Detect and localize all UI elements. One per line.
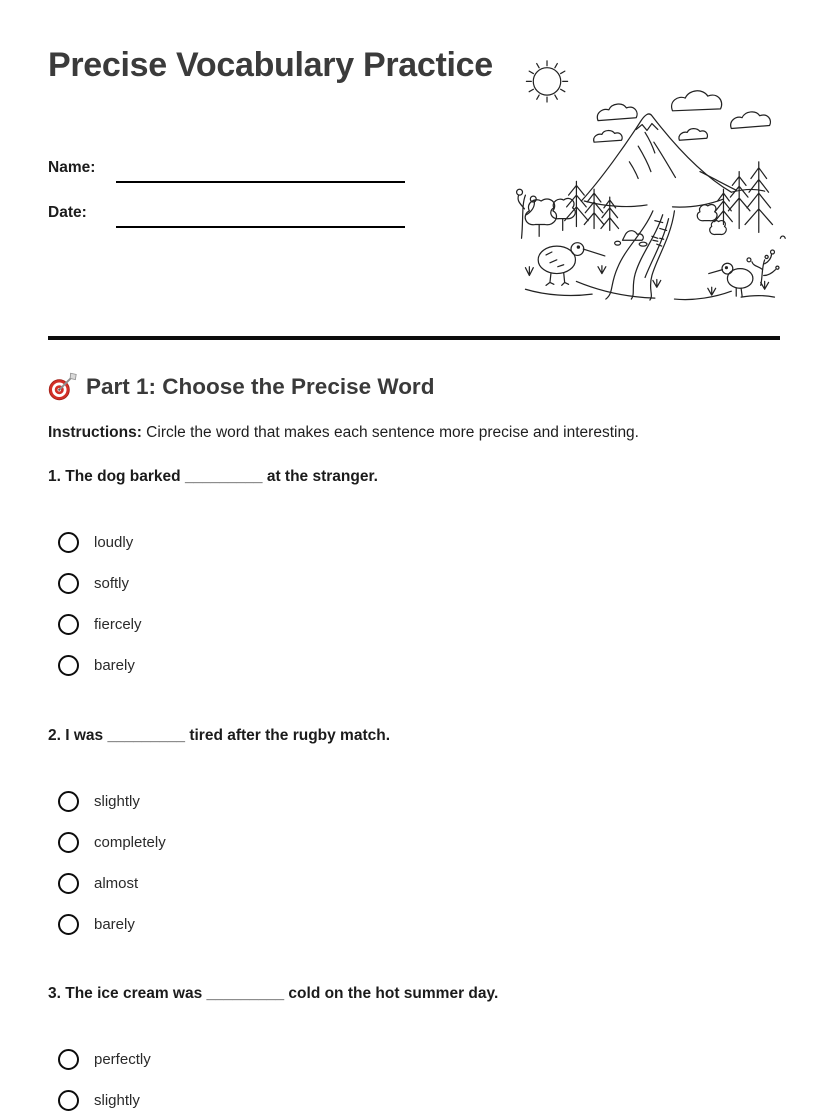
question-2-text: 2. I was _________ tired after the rugby match. xyxy=(48,727,391,744)
radio-button[interactable] xyxy=(58,614,79,635)
kiwi-bird-left xyxy=(538,243,605,286)
radio-button[interactable] xyxy=(58,791,79,812)
option-row xyxy=(58,531,142,553)
option-row xyxy=(58,654,142,676)
landscape-illustration xyxy=(505,52,790,302)
left-trees xyxy=(517,181,619,238)
part1-heading xyxy=(48,372,434,401)
right-trees xyxy=(697,162,785,238)
instructions xyxy=(48,424,639,442)
question-1-text: 1. The dog barked _________ at the stranger. xyxy=(48,468,378,485)
option-label: almost xyxy=(94,874,139,892)
sun-icon xyxy=(526,61,567,102)
worksheet-title: Precise Vocabulary Practice xyxy=(48,46,493,84)
radio-button[interactable] xyxy=(58,655,79,676)
instructions-label: Instructions: xyxy=(48,424,142,441)
target-dart-icon xyxy=(48,372,77,401)
option-row xyxy=(58,1048,151,1070)
river xyxy=(606,211,675,300)
radio-button[interactable] xyxy=(58,1090,79,1111)
question-3-options xyxy=(58,1048,151,1111)
option-row xyxy=(58,831,166,853)
option-label: slightly xyxy=(94,1091,140,1109)
option-row xyxy=(58,790,166,812)
option-row xyxy=(58,913,166,935)
option-label: slightly xyxy=(94,792,140,810)
date-label: Date: xyxy=(48,204,87,221)
radio-button[interactable] xyxy=(58,873,79,894)
radio-button[interactable] xyxy=(58,832,79,853)
option-label: perfectly xyxy=(94,1050,151,1068)
clouds xyxy=(594,91,771,142)
option-row xyxy=(58,613,142,635)
option-row xyxy=(58,872,166,894)
question-1-options xyxy=(58,531,142,676)
instructions-text: Circle the word that makes each sentence more precise and interesting. xyxy=(141,424,639,441)
name-label: Name: xyxy=(48,159,96,176)
radio-button[interactable] xyxy=(58,532,79,553)
option-label: barely xyxy=(94,656,135,674)
flower-plant xyxy=(747,250,779,285)
radio-button[interactable] xyxy=(58,914,79,935)
part1-heading-text: Part 1: Choose the Precise Word xyxy=(86,373,435,399)
date-line xyxy=(116,226,405,228)
option-label: completely xyxy=(94,833,166,851)
option-label: softly xyxy=(94,574,130,592)
question-3-text: 3. The ice cream was _________ cold on the hot summer day. xyxy=(48,985,499,1002)
question-2-options xyxy=(58,790,166,935)
radio-button[interactable] xyxy=(58,573,79,594)
radio-button[interactable] xyxy=(58,1049,79,1070)
name-line xyxy=(116,181,405,183)
option-row xyxy=(58,1089,151,1111)
option-label: loudly xyxy=(94,533,134,551)
option-row xyxy=(58,572,142,594)
section-divider xyxy=(48,336,780,340)
option-label: barely xyxy=(94,915,135,933)
option-label: fiercely xyxy=(94,615,142,633)
